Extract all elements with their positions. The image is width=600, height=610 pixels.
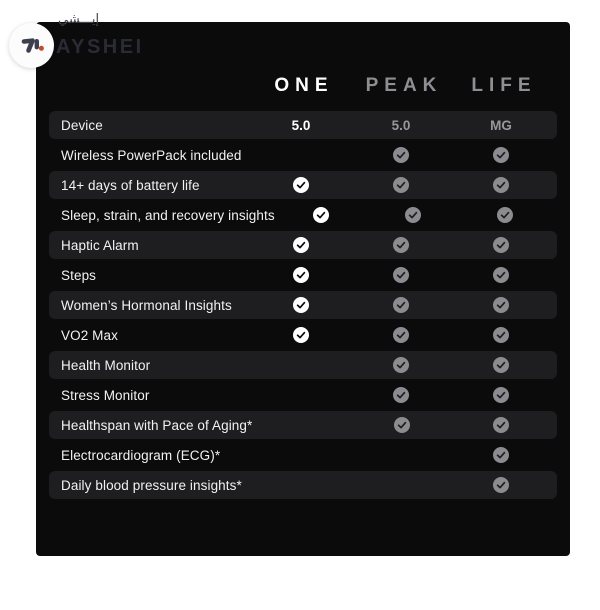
feature-label: Daily blood pressure insights* — [61, 477, 242, 493]
feature-label: Women’s Hormonal Insights — [61, 297, 232, 313]
tier-cell-peak — [351, 147, 451, 163]
feature-label: Healthspan with Pace of Aging* — [61, 417, 253, 433]
tier-cell-life — [451, 118, 551, 133]
brand-latin-text: AYSHEI — [56, 36, 144, 58]
tier-cell-life — [459, 207, 551, 223]
comparison-card — [36, 22, 570, 556]
check-icon — [493, 387, 509, 403]
check-icon — [293, 177, 309, 193]
feature-label: VO2 Max — [61, 327, 118, 343]
check-icon — [293, 327, 309, 343]
feature-row — [49, 261, 557, 289]
tier-cell-peak — [351, 327, 451, 343]
feature-row — [49, 171, 557, 199]
device-version: 5.0 — [291, 117, 311, 133]
tier-cell-peak — [351, 237, 451, 253]
tier-cell-life — [451, 357, 551, 373]
check-icon — [313, 207, 329, 223]
check-icon — [393, 387, 409, 403]
check-icon — [493, 477, 509, 493]
check-icon — [393, 297, 409, 313]
tier-cell-life — [451, 147, 551, 163]
check-icon — [393, 147, 409, 163]
tier-header-one: ONE — [274, 75, 334, 96]
ayshei-bird-icon — [18, 32, 46, 60]
feature-row — [49, 411, 557, 439]
check-icon — [393, 177, 409, 193]
check-icon — [293, 267, 309, 283]
check-icon — [493, 447, 509, 463]
check-icon — [393, 357, 409, 373]
feature-label: Stress Monitor — [61, 387, 150, 403]
tier-cell-one — [275, 207, 367, 223]
check-icon — [405, 207, 421, 223]
tier-cell-life — [451, 177, 551, 193]
brand-arabic-text: إيـــشي — [58, 12, 100, 27]
feature-row — [49, 201, 557, 229]
ayshei-logo-badge — [9, 23, 54, 68]
tier-cell-life — [451, 327, 551, 343]
check-icon — [493, 417, 509, 433]
tier-cell-peak — [352, 417, 452, 433]
check-icon — [393, 237, 409, 253]
feature-row — [49, 111, 557, 139]
check-icon — [293, 237, 309, 253]
tier-cell-one — [251, 327, 351, 343]
tier-cell-life — [451, 297, 551, 313]
tier-cell-peak — [351, 118, 451, 133]
tier-header-row — [49, 75, 557, 97]
feature-row — [49, 231, 557, 259]
check-icon — [493, 147, 509, 163]
check-icon — [493, 357, 509, 373]
tier-cell-peak — [351, 177, 451, 193]
feature-label: Haptic Alarm — [61, 237, 139, 253]
tier-header-peak: PEAK — [365, 75, 443, 96]
tier-cell-life — [451, 477, 551, 493]
check-icon — [493, 327, 509, 343]
check-icon — [493, 297, 509, 313]
feature-label: Electrocardiogram (ECG)* — [61, 447, 221, 463]
feature-row — [49, 441, 557, 469]
tier-cell-peak — [367, 207, 459, 223]
check-icon — [493, 177, 509, 193]
tier-cell-one — [251, 267, 351, 283]
tier-cell-one — [251, 237, 351, 253]
check-icon — [493, 267, 509, 283]
feature-rows — [49, 111, 557, 499]
check-icon — [393, 327, 409, 343]
tier-cell-peak — [351, 267, 451, 283]
device-version: 5.0 — [391, 117, 411, 133]
tier-cell-life — [451, 447, 551, 463]
check-icon — [497, 207, 513, 223]
feature-row — [49, 351, 557, 379]
tier-cell-life — [451, 237, 551, 253]
feature-label: Device — [61, 117, 103, 133]
feature-label: Sleep, strain, and recovery insights — [61, 207, 275, 223]
tier-cell-life — [451, 267, 551, 283]
feature-row — [49, 471, 557, 499]
tier-cell-one — [251, 297, 351, 313]
feature-label: Health Monitor — [61, 357, 151, 373]
check-icon — [293, 297, 309, 313]
check-icon — [493, 237, 509, 253]
tier-cell-peak — [351, 297, 451, 313]
feature-label: 14+ days of battery life — [61, 177, 200, 193]
feature-row — [49, 141, 557, 169]
tier-header-life: LIFE — [471, 75, 537, 96]
feature-label: Steps — [61, 267, 97, 283]
tier-cell-peak — [351, 357, 451, 373]
feature-row — [49, 321, 557, 349]
device-version: MG — [490, 117, 512, 133]
feature-row — [49, 381, 557, 409]
check-icon — [394, 417, 410, 433]
check-icon — [393, 267, 409, 283]
feature-label: Wireless PowerPack included — [61, 147, 242, 163]
tier-cell-life — [451, 417, 551, 433]
tier-cell-one — [251, 118, 351, 133]
tier-cell-one — [251, 177, 351, 193]
tier-cell-peak — [351, 387, 451, 403]
feature-row — [49, 291, 557, 319]
tier-cell-life — [451, 387, 551, 403]
